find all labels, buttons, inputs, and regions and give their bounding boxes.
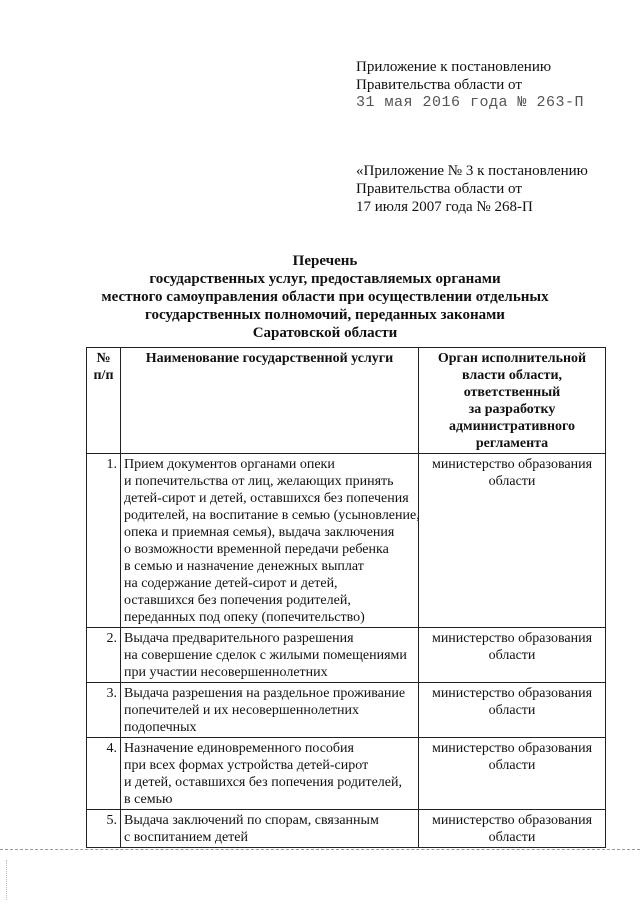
service-name-line: Выдача предварительного разрешения (124, 631, 354, 646)
appendix-line: 17 июля 2007 года № 268-П (356, 199, 533, 215)
responsible-organ (419, 810, 606, 848)
service-name-line: Прием документов органами опеки (124, 457, 335, 472)
service-name-line: при участии несовершеннолетних (124, 665, 328, 680)
document-title (40, 252, 610, 342)
header-organ-line: регламента (475, 436, 549, 451)
header-organ (419, 348, 606, 454)
service-name-line: на содержание детей-сирот и детей, (124, 576, 338, 591)
organ-line: министерство образования (431, 457, 593, 472)
service-name-line: родителей, на воспитание в семью (усыновление, (124, 508, 420, 523)
title-line: государственных услуг, предоставляемых органами (149, 271, 501, 287)
services-table (86, 347, 606, 848)
appendix-line: Правительства области от (356, 181, 522, 197)
appendix-line: Правительства области от (356, 77, 522, 93)
row-number: 1. (87, 454, 121, 628)
table-header-row (87, 348, 606, 454)
responsible-organ (419, 628, 606, 683)
service-name-line: переданных под опеку (попечительство) (124, 610, 365, 625)
organ-line: области (488, 758, 536, 773)
service-name (121, 683, 419, 738)
service-name (121, 454, 419, 628)
row-number: 5. (87, 810, 121, 848)
organ-line: области (488, 830, 536, 845)
scan-artifact (6, 860, 10, 900)
title-line: местного самоуправления области при осуществлении отдельных (101, 289, 549, 305)
table-row (87, 683, 606, 738)
responsible-organ (419, 683, 606, 738)
service-name-line: и детей, оставшихся без попечения родителей, (124, 775, 402, 790)
service-name-line: при всех формах устройства детей-сирот (124, 758, 369, 773)
organ-line: министерство образования (431, 813, 593, 828)
page-cut-line (0, 849, 640, 850)
organ-line: области (488, 474, 536, 489)
row-number: 3. (87, 683, 121, 738)
service-name-line: попечителей и их несовершеннолетних (124, 703, 359, 718)
organ-line: министерство образования (431, 631, 593, 646)
header-organ-line: за разработку (468, 402, 556, 417)
appendix-line: «Приложение № 3 к постановлению (356, 163, 588, 179)
title-line: государственных полномочий, переданных законами (145, 307, 505, 323)
header-num (87, 348, 121, 454)
decree-date-stamp: 31 мая 2016 года № 263-П (356, 94, 585, 111)
table-row (87, 738, 606, 810)
table-row (87, 810, 606, 848)
table-row (87, 628, 606, 683)
header-name: Наименование государственной услуги (121, 348, 419, 454)
appendix-3-header (356, 162, 588, 216)
service-name (121, 738, 419, 810)
appendix-header (356, 58, 584, 112)
service-name-line: подопечных (124, 720, 197, 735)
row-number: 2. (87, 628, 121, 683)
service-name-line: в семью и назначение денежных выплат (124, 559, 364, 574)
service-name-line: Назначение единовременного пособия (124, 741, 354, 756)
service-name-line: оставшихся без попечения родителей, (124, 593, 351, 608)
appendix-line: Приложение к постановлению (356, 59, 552, 75)
organ-line: области (488, 648, 536, 663)
service-name-line: о возможности временной передачи ребенка (124, 542, 389, 557)
service-name (121, 628, 419, 683)
organ-line: министерство образования (431, 686, 593, 701)
table-row (87, 454, 606, 628)
responsible-organ (419, 454, 606, 628)
header-organ-line: ответственный (463, 385, 561, 400)
header-num-line: № (96, 351, 111, 366)
service-name-line: с воспитанием детей (124, 830, 248, 845)
service-name-line: Выдача заключений по спорам, связанным (124, 813, 379, 828)
responsible-organ (419, 738, 606, 810)
service-name-line: в семью (124, 792, 173, 807)
header-num-line: п/п (93, 368, 114, 383)
service-name-line: Выдача разрешения на раздельное проживание (124, 686, 406, 701)
header-organ-line: административного (448, 419, 576, 434)
service-name (121, 810, 419, 848)
title-line: Перечень (292, 253, 358, 269)
organ-line: министерство образования (431, 741, 593, 756)
service-name-line: детей-сирот и детей, оставшихся без попечения (124, 491, 409, 506)
service-name-line: на совершение сделок с жилыми помещениями (124, 648, 407, 663)
row-number: 4. (87, 738, 121, 810)
title-line: Саратовской области (252, 325, 398, 341)
organ-line: области (488, 703, 536, 718)
service-name-line: опека и приемная семья), выдача заключения (124, 525, 395, 540)
header-organ-line: Орган исполнительной (437, 351, 587, 366)
service-name-line: и попечительства от лиц, желающих принять (124, 474, 394, 489)
header-organ-line: власти области, (461, 368, 563, 383)
